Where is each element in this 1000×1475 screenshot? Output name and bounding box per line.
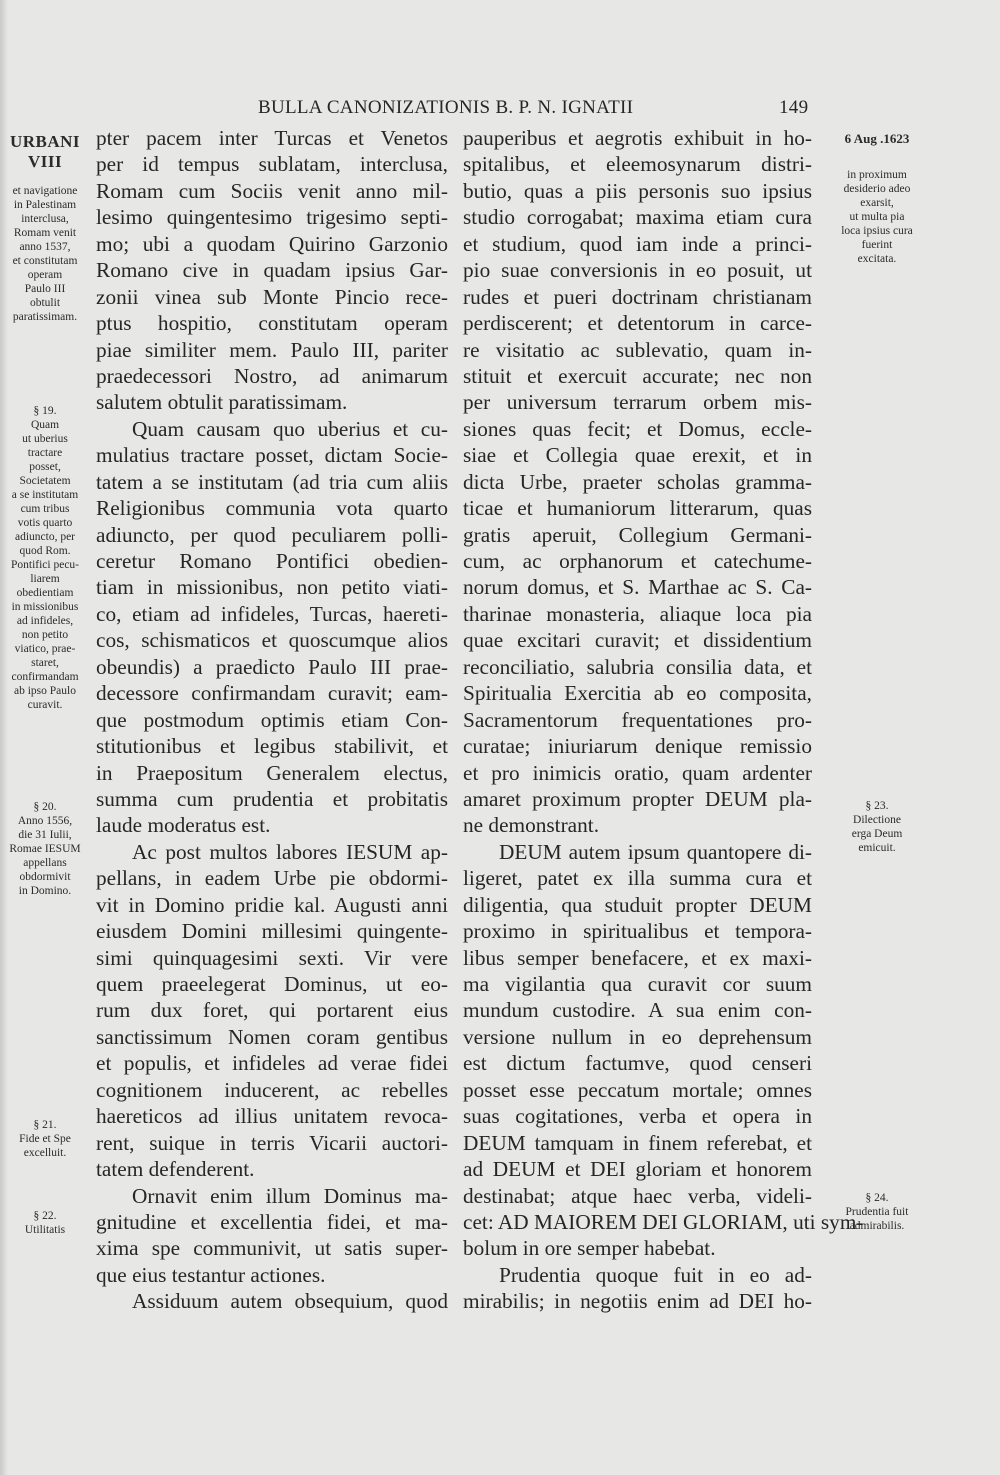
text-line: vit in Domino pridie kal. Augusti anni <box>96 892 448 917</box>
margin-note-line: et constitutam <box>12 255 78 267</box>
text-line: posset esse peccatum mortale; omnes <box>463 1077 812 1102</box>
text-line: tatem defenderent. <box>96 1157 255 1182</box>
page-header <box>0 95 1000 125</box>
margin-note-line: § 24. <box>865 1192 889 1204</box>
text-line: dicta Urbe, praeter scholas gramma- <box>463 469 812 494</box>
text-line: zonii vinea sub Monte Pincio rece- <box>96 284 448 309</box>
margin-note-line: loca ipsius cura <box>841 225 913 237</box>
margin-note-line: Prudentia fuit <box>845 1206 909 1218</box>
text-line: lesimo quingentesimo trigesimo septi- <box>96 205 448 230</box>
text-line: rent, suique in terris Vicarii auctori- <box>96 1130 448 1155</box>
margin-date: 6 Aug .1623 <box>844 131 910 146</box>
text-line: et populis, et infideles ad verae fidei <box>96 1051 448 1076</box>
text-line: tatem a se institutam (ad tria cum aliis <box>96 469 448 494</box>
margin-note-line: Romae IESUM <box>9 843 81 855</box>
margin-note-line: § 19. <box>33 405 57 417</box>
text-line: pio suae conversionis in eo posuit, ut <box>463 258 812 283</box>
margin-note <box>0 404 90 712</box>
margin-note-line: Anno 1556, <box>17 815 73 827</box>
margin-note-line: § 23. <box>865 800 889 812</box>
margin-note-line: anno 1537, <box>19 241 71 253</box>
margin-note <box>0 800 90 898</box>
text-line: suas cogitationes, verba et opera in <box>463 1104 812 1129</box>
text-line: gnitudine et excellentia fidei, et ma- <box>96 1209 448 1234</box>
text-line: amaret proximum propter DEUM pla- <box>463 786 812 811</box>
text-line: Assiduum autem obsequium, quod <box>132 1289 448 1314</box>
margin-note-line: Pontifici pecu- <box>10 559 80 571</box>
text-line: diligentia, qua studuit propter DEUM <box>463 892 812 917</box>
text-line: adiuncto, per quod peculiarem polli- <box>96 522 448 547</box>
text-line: cum, ac orphanorum et catechume- <box>463 549 812 573</box>
margin-note-line: § 22. <box>33 1210 57 1222</box>
margin-note-line: in proximum <box>847 169 907 181</box>
text-line: mo; ubi a quodam Quirino Garzonio <box>96 231 448 256</box>
text-line: siones quas fecit; et Domus, eccle- <box>463 416 812 441</box>
text-line: et pro inimicis oratio, quam ardenter <box>463 760 812 785</box>
margin-note-line: § 20. <box>33 801 57 813</box>
margin-note-line: paratissimam. <box>12 311 78 323</box>
text-line: libus semper benefacere, et ex maxi- <box>463 945 812 970</box>
margin-note-line: obtulit <box>29 297 61 309</box>
margin-note-line: fuerint <box>861 239 893 251</box>
margin-note <box>0 1209 90 1237</box>
text-line: pauperibus et aegrotis exhibuit in ho- <box>463 126 812 150</box>
running-title: BULLA CANONIZATIONIS B. P. N. IGNATII <box>258 97 634 118</box>
margin-note-line: a se institutam <box>11 489 79 501</box>
margin-note <box>0 1118 90 1160</box>
text-line: Prudentia quoque fuit in eo ad- <box>499 1262 812 1287</box>
margin-note-line: in Palestinam <box>13 199 77 211</box>
text-line: xima spe communivit, ut satis super- <box>96 1236 448 1261</box>
text-line: mundum custodire. A sua enim con- <box>463 998 812 1023</box>
margin-note-line: appellans <box>23 857 67 869</box>
margin-note-line: Romam venit <box>13 227 77 239</box>
left-text-column <box>96 125 448 1315</box>
page-number: 149 <box>779 97 809 118</box>
margin-note-line: operam <box>27 269 63 281</box>
margin-note-line: in missionibus <box>11 601 79 613</box>
text-line: praedecessori Nostro, ad animarum <box>96 363 448 388</box>
margin-note-line: cum tribus <box>20 503 70 515</box>
margin-note-line: emicuit. <box>858 842 896 854</box>
text-line: bolum in ore semper habebat. <box>463 1236 716 1261</box>
text-line: per id tempus sublatam, interclusa, <box>96 152 448 177</box>
text-line: tiam in missionibus, non petito viati- <box>96 575 448 600</box>
text-line: Sacramentorum frequentationes pro- <box>463 707 812 732</box>
margin-note <box>822 799 932 855</box>
text-line: pter pacem inter Turcas et Venetos <box>96 126 448 150</box>
text-line: piae similiter mem. Paulo III, pariter <box>96 337 448 362</box>
text-line: DEUM autem ipsum quantopere di- <box>499 839 812 864</box>
text-line: ligeret, patet ex illa summa cura et <box>463 866 812 891</box>
text-line: stitutionibus et legibus stabilivit, et <box>96 734 448 759</box>
text-line: butio, quas a piis personis suo ipsius <box>463 178 812 203</box>
text-line: siae et Collegia quae erexit, et in <box>463 443 812 468</box>
margin-note-line: obdormivit <box>19 871 71 883</box>
margin-heading-line: URBANI <box>9 132 81 151</box>
text-line: et studium, quod iam inde a princi- <box>463 231 812 256</box>
margin-note-line: tractare <box>27 447 63 459</box>
text-line: ptus hospitio, constitutam operam <box>96 311 448 336</box>
margin-note-line: ut uberius <box>22 433 68 445</box>
text-line: ticae et humaniorum litterarum, quas <box>463 496 812 521</box>
margin-note-line: viatico, prae- <box>14 643 76 655</box>
margin-note-line: interclusa, <box>21 213 69 225</box>
text-line: simi quinquagesimi sexti. Vir vere <box>96 945 448 970</box>
text-line: stituit et exercuit accurate; nec non <box>463 363 812 388</box>
margin-note-line: ad infideles, <box>16 615 74 627</box>
text-line: norum domus, et S. Marthae ac S. Ca- <box>463 575 812 600</box>
text-line: ad DEUM et DEI gloriam et honorem <box>463 1157 812 1182</box>
margin-note-line: ab ipso Paulo <box>14 685 76 697</box>
margin-note-line: non petito <box>21 629 69 641</box>
text-line: cet: AD MAIOREM DEI GLORIAM, uti sym- <box>463 1209 864 1234</box>
text-line: co, etiam ad infideles, Turcas, haereti- <box>96 601 448 626</box>
text-line: est dictum factumve, quod censeri <box>463 1051 812 1076</box>
text-line: obeundis) a praedicto Paulo III prae- <box>96 654 448 679</box>
margin-note-line: admirabilis. <box>849 1220 905 1232</box>
text-line: re visitatio ac sublevatio, quam in- <box>463 337 812 362</box>
margin-note-line: § 21. <box>33 1119 57 1131</box>
margin-note-line: Dilectione <box>853 814 901 826</box>
text-line: quae excitari curavit; et dissidentium <box>463 628 812 653</box>
margin-note-line: Quam <box>30 419 60 431</box>
text-line: haereticos ad illius unitatem revoca- <box>96 1104 448 1129</box>
text-line: mirabilis; in negotiis enim ad DEI ho- <box>463 1289 812 1314</box>
margin-note-line: votis quarto <box>17 517 73 529</box>
margin-note-line: die 31 Iulii, <box>18 829 72 841</box>
text-line: laude moderatus est. <box>96 813 271 838</box>
text-line: ma vigilantia qua curavit cor suum <box>463 972 812 996</box>
text-line: quem praeelegerat Dominus, ut eo- <box>96 972 448 996</box>
text-line: sanctissimum Nomen coram gentibus <box>96 1024 448 1049</box>
text-line: rudes et pueri doctrinam christianam <box>463 284 812 309</box>
margin-note-line: et navigatione <box>12 185 78 197</box>
text-line: perdiscerent; et detentorum in carce- <box>463 311 812 336</box>
margin-note <box>822 168 932 266</box>
text-line: Ac post multos labores IESUM ap- <box>132 839 448 864</box>
text-line: Romano cive in quadam ipsius Gar- <box>96 258 448 283</box>
margin-note-line: ut multa pia <box>849 211 905 223</box>
margin-note-line: curavit. <box>27 699 63 711</box>
margin-note-line: obedientiam <box>16 587 74 599</box>
text-line: studio corrogabat; maxima etiam cura <box>463 205 812 230</box>
margin-note-line: liarem <box>30 573 60 585</box>
margin-heading-line: VIII <box>27 152 63 171</box>
text-line: proximo in spiritualibus et tempora- <box>463 919 812 944</box>
text-line: cognitionem inducerent, ac rebelles <box>96 1077 448 1102</box>
text-line: Romam cum Sociis venit anno mil- <box>96 178 448 203</box>
text-line: Spiritualia Exercitia ab eo composita, <box>463 681 812 706</box>
text-line: decessore confirmandam curavit; eam- <box>96 681 448 706</box>
text-line: Religionibus communia vota quarto <box>96 496 448 521</box>
margin-note-line: exarsit, <box>860 197 894 209</box>
margin-note-line: excitata. <box>857 253 897 265</box>
margin-note-line: adiuncto, per <box>14 531 76 543</box>
margin-note-line: quod Rom. <box>19 545 71 557</box>
margin-note <box>0 184 90 324</box>
text-line: que postmodum optimis etiam Con- <box>96 707 448 732</box>
text-line: per universum terrarum orbem mis- <box>463 390 812 415</box>
margin-note-line: Fide et Spe <box>19 1133 71 1145</box>
text-line: destinabat; atque haec verba, videli- <box>463 1183 812 1208</box>
right-text-column <box>463 125 864 1315</box>
text-line: mulatius tractare posset, dictam Socie- <box>96 443 448 468</box>
text-line: pellans, in eadem Urbe pie obdormi- <box>96 866 448 891</box>
text-line: tharinae monasteria, aliaque loca pia <box>463 601 812 626</box>
margin-note-line: Utilitatis <box>24 1224 66 1236</box>
text-line: reconciliatio, salubria consilia data, et <box>463 654 812 679</box>
margin-heading <box>0 132 90 172</box>
text-line: cos, schismaticos et quoscumque alios <box>96 628 448 653</box>
text-line: salutem obtulit paratissimam. <box>96 390 348 415</box>
text-line: in Praepositum Generalem electus, <box>96 760 448 785</box>
text-line: versione nullum in eo deprehensum <box>463 1024 812 1049</box>
text-line: rum dux foret, qui portarent eius <box>96 998 448 1023</box>
text-line: curatae; iniuriarum denique remissio <box>463 734 812 759</box>
text-line: DEUM tamquam in finem referebat, et <box>463 1130 812 1155</box>
margin-note-line: in Domino. <box>18 885 72 897</box>
margin-note-line: desiderio adeo <box>843 183 911 195</box>
margin-note-line: Societatem <box>19 475 71 487</box>
margin-note-line: excelluit. <box>23 1147 67 1159</box>
text-line: Quam causam quo uberius et cu- <box>132 416 448 441</box>
text-line: eiusdem Domini millesimi quingente- <box>96 919 448 944</box>
text-line: ne demonstrant. <box>463 813 600 838</box>
text-line: gratis aperuit, Collegium Germani- <box>463 522 812 547</box>
margin-note-line: erga Deum <box>851 828 903 840</box>
margin-note-line: confirmandam <box>11 671 79 683</box>
text-line: spitalibus, et eleemosynarum distri- <box>463 152 812 177</box>
text-line: que eius testantur actiones. <box>96 1262 326 1287</box>
margin-note-line: staret, <box>31 657 59 669</box>
margin-note-line: posset, <box>29 461 61 473</box>
margin-note-line: Paulo III <box>24 283 66 295</box>
text-line: Ornavit enim illum Dominus ma- <box>132 1183 448 1208</box>
text-line: summa cum prudentia et probitatis <box>96 786 448 811</box>
text-line: ceretur Romano Pontifici obedien- <box>96 549 448 573</box>
